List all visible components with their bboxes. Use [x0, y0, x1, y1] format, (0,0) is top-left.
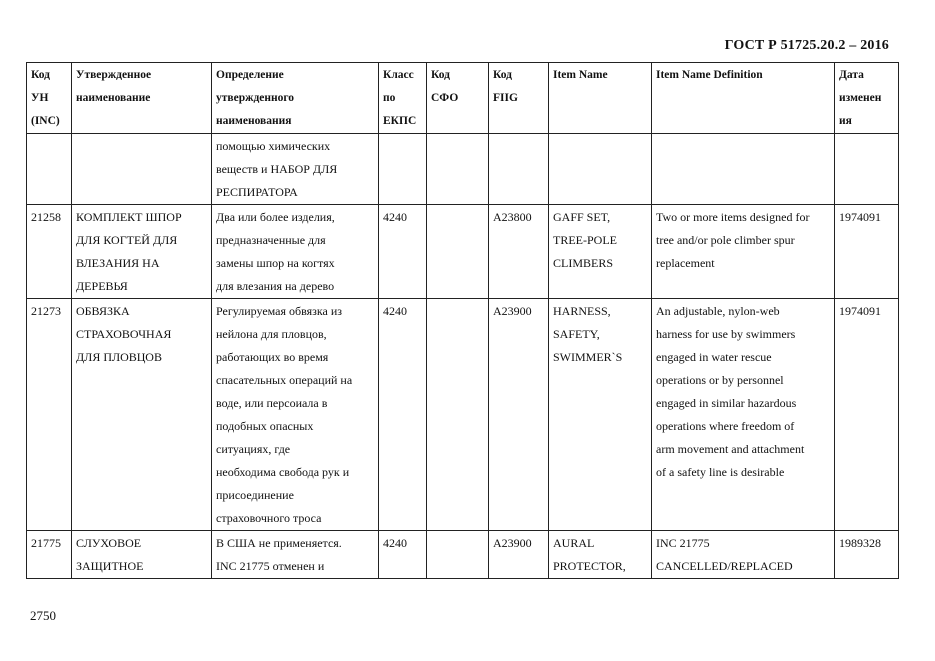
- item-definition-cell: [652, 134, 835, 205]
- cell-line: КОМПЛЕКТ ШПОР: [76, 210, 182, 224]
- header-line: (INC): [31, 115, 60, 127]
- cell-line: engaged in water rescue: [656, 350, 772, 364]
- approved-name-cell: [72, 531, 212, 579]
- cell-line: 1989328: [839, 536, 881, 550]
- document-title: ГОСТ Р 51725.20.2 – 2016: [724, 38, 889, 53]
- cell-line: GAFF SET,: [553, 210, 611, 224]
- cell-line: arm movement and attachment: [656, 442, 805, 456]
- cell-line: работающих во время: [216, 350, 329, 364]
- header-line: Класс: [383, 69, 414, 81]
- cell-line: engaged in similar hazardous: [656, 396, 797, 410]
- cell-line: ДЛЯ ПЛОВЦОВ: [76, 350, 162, 364]
- table-row: [27, 134, 899, 205]
- cell-line: 1974091: [839, 304, 881, 318]
- cell-line: 4240: [383, 210, 407, 224]
- header-line: Код: [493, 69, 513, 81]
- cell-line: operations or by personnel: [656, 373, 784, 387]
- cell-line: An adjustable, nylon-web: [656, 304, 780, 318]
- header-item-name: [549, 63, 652, 134]
- cell-line: предназначенные для: [216, 233, 326, 247]
- header-line: УН: [31, 92, 49, 104]
- item-name-cell: [549, 134, 652, 205]
- table-body: [27, 134, 899, 579]
- cell-line: веществ и НАБОР ДЛЯ: [216, 162, 338, 176]
- change-date-cell: [835, 205, 899, 299]
- cell-line: Два или более изделия,: [216, 210, 335, 224]
- cell-line: страховочного троса: [216, 511, 322, 525]
- cell-line: воде, или персоиала в: [216, 396, 328, 410]
- header-sfo-code: [427, 63, 489, 134]
- cell-line: INC 21775: [656, 536, 710, 550]
- sfo-cell: [427, 299, 489, 531]
- cell-line: SWIMMER`S: [553, 350, 623, 364]
- cell-line: ОБВЯЗКА: [76, 304, 130, 318]
- cell-line: СЛУХОВОЕ: [76, 536, 142, 550]
- cell-line: 21258: [31, 210, 61, 224]
- cell-line: ситуациях, где: [216, 442, 291, 456]
- header-line: Item Name: [553, 69, 608, 81]
- sfo-cell: [427, 531, 489, 579]
- cell-line: harness for use by swimmers: [656, 327, 796, 341]
- fiig-cell: [489, 134, 549, 205]
- change-date-cell: [835, 134, 899, 205]
- header-inc-code: [27, 63, 72, 134]
- cell-line: operations where freedom of: [656, 419, 795, 433]
- cell-line: of a safety line is desirable: [656, 465, 785, 479]
- class-cell: [379, 531, 427, 579]
- cell-line: Two or more items designed for: [656, 210, 810, 224]
- catalog-table: [26, 62, 899, 579]
- cell-line: ВЛЕЗАНИЯ НА: [76, 256, 160, 270]
- change-date-cell: [835, 299, 899, 531]
- header-line: по: [383, 92, 396, 104]
- header-item-name-definition: [652, 63, 835, 134]
- cell-line: AURAL: [553, 536, 595, 550]
- fiig-cell: [489, 299, 549, 531]
- table-row: [27, 299, 899, 531]
- cell-line: Регулируемая обвязка из: [216, 304, 343, 318]
- cell-line: нейлона для пловцов,: [216, 327, 327, 341]
- cell-line: подобных опасных: [216, 419, 314, 433]
- item-definition-cell: [652, 299, 835, 531]
- cell-line: INC 21775 отменен и: [216, 559, 325, 573]
- header-class-ekps: [379, 63, 427, 134]
- inc-code-cell: [27, 205, 72, 299]
- inc-code-cell: [27, 299, 72, 531]
- cell-line: A23900: [493, 536, 532, 550]
- header-change-date: [835, 63, 899, 134]
- class-cell: [379, 205, 427, 299]
- cell-line: необходима свобода рук и: [216, 465, 350, 479]
- header-line: Утвержденное: [76, 69, 152, 81]
- header-line: Item Name Definition: [656, 69, 763, 81]
- item-name-cell: [549, 299, 652, 531]
- name-definition-cell: [212, 299, 379, 531]
- cell-line: В США не применяется.: [216, 536, 342, 550]
- page-number: 2750: [30, 608, 56, 623]
- class-cell: [379, 134, 427, 205]
- header-line: FIIG: [493, 92, 518, 104]
- item-name-cell: [549, 531, 652, 579]
- cell-line: ЗАЩИТНОЕ: [76, 559, 144, 573]
- header-line: СФО: [431, 92, 459, 104]
- cell-line: 4240: [383, 536, 407, 550]
- approved-name-cell: [72, 205, 212, 299]
- cell-line: CLIMBERS: [553, 256, 614, 270]
- header-name-definition: [212, 63, 379, 134]
- header-approved-name: [72, 63, 212, 134]
- fiig-cell: [489, 531, 549, 579]
- fiig-cell: [489, 205, 549, 299]
- cell-line: 21273: [31, 304, 61, 318]
- cell-line: TREE-POLE: [553, 233, 617, 247]
- header-line: утвержденного: [216, 92, 295, 104]
- sfo-cell: [427, 205, 489, 299]
- item-definition-cell: [652, 205, 835, 299]
- header-fiig-code: [489, 63, 549, 134]
- sfo-cell: [427, 134, 489, 205]
- cell-line: tree and/or pole climber spur: [656, 233, 795, 247]
- table-row: [27, 205, 899, 299]
- header-line: ия: [839, 115, 852, 127]
- header-line: наименования: [216, 115, 292, 127]
- inc-code-cell: [27, 134, 72, 205]
- cell-line: РЕСПИРАТОРА: [216, 185, 298, 199]
- header-line: Код: [31, 69, 51, 81]
- change-date-cell: [835, 531, 899, 579]
- cell-line: ДЕРЕВЬЯ: [76, 279, 128, 293]
- name-definition-cell: [212, 134, 379, 205]
- item-definition-cell: [652, 531, 835, 579]
- cell-line: replacement: [656, 256, 715, 270]
- cell-line: спасательных операций на: [216, 373, 353, 387]
- cell-line: 21775: [31, 536, 61, 550]
- item-name-cell: [549, 205, 652, 299]
- table-row: [27, 531, 899, 579]
- table-header-row: [27, 63, 899, 134]
- class-cell: [379, 299, 427, 531]
- cell-line: 1974091: [839, 210, 881, 224]
- header-line: ЕКПС: [383, 115, 417, 127]
- cell-line: ДЛЯ КОГТЕЙ ДЛЯ: [76, 233, 178, 247]
- cell-line: для влезания на дерево: [216, 279, 335, 293]
- name-definition-cell: [212, 531, 379, 579]
- header-line: Дата: [839, 69, 864, 81]
- cell-line: PROTECTOR,: [553, 559, 626, 573]
- cell-line: замены шпор на когтях: [216, 256, 335, 270]
- cell-line: помощью химических: [216, 139, 331, 153]
- inc-code-cell: [27, 531, 72, 579]
- cell-line: HARNESS,: [553, 304, 611, 318]
- cell-line: СТРАХОВОЧНАЯ: [76, 327, 172, 341]
- header-line: наименование: [76, 92, 151, 104]
- cell-line: присоединение: [216, 488, 294, 502]
- header-line: изменен: [839, 92, 882, 104]
- header-line: Определение: [216, 69, 284, 81]
- approved-name-cell: [72, 134, 212, 205]
- cell-line: SAFETY,: [553, 327, 600, 341]
- cell-line: A23900: [493, 304, 532, 318]
- name-definition-cell: [212, 205, 379, 299]
- cell-line: A23800: [493, 210, 532, 224]
- header-line: Код: [431, 69, 451, 81]
- cell-line: 4240: [383, 304, 407, 318]
- cell-line: CANCELLED/REPLACED: [656, 559, 793, 573]
- approved-name-cell: [72, 299, 212, 531]
